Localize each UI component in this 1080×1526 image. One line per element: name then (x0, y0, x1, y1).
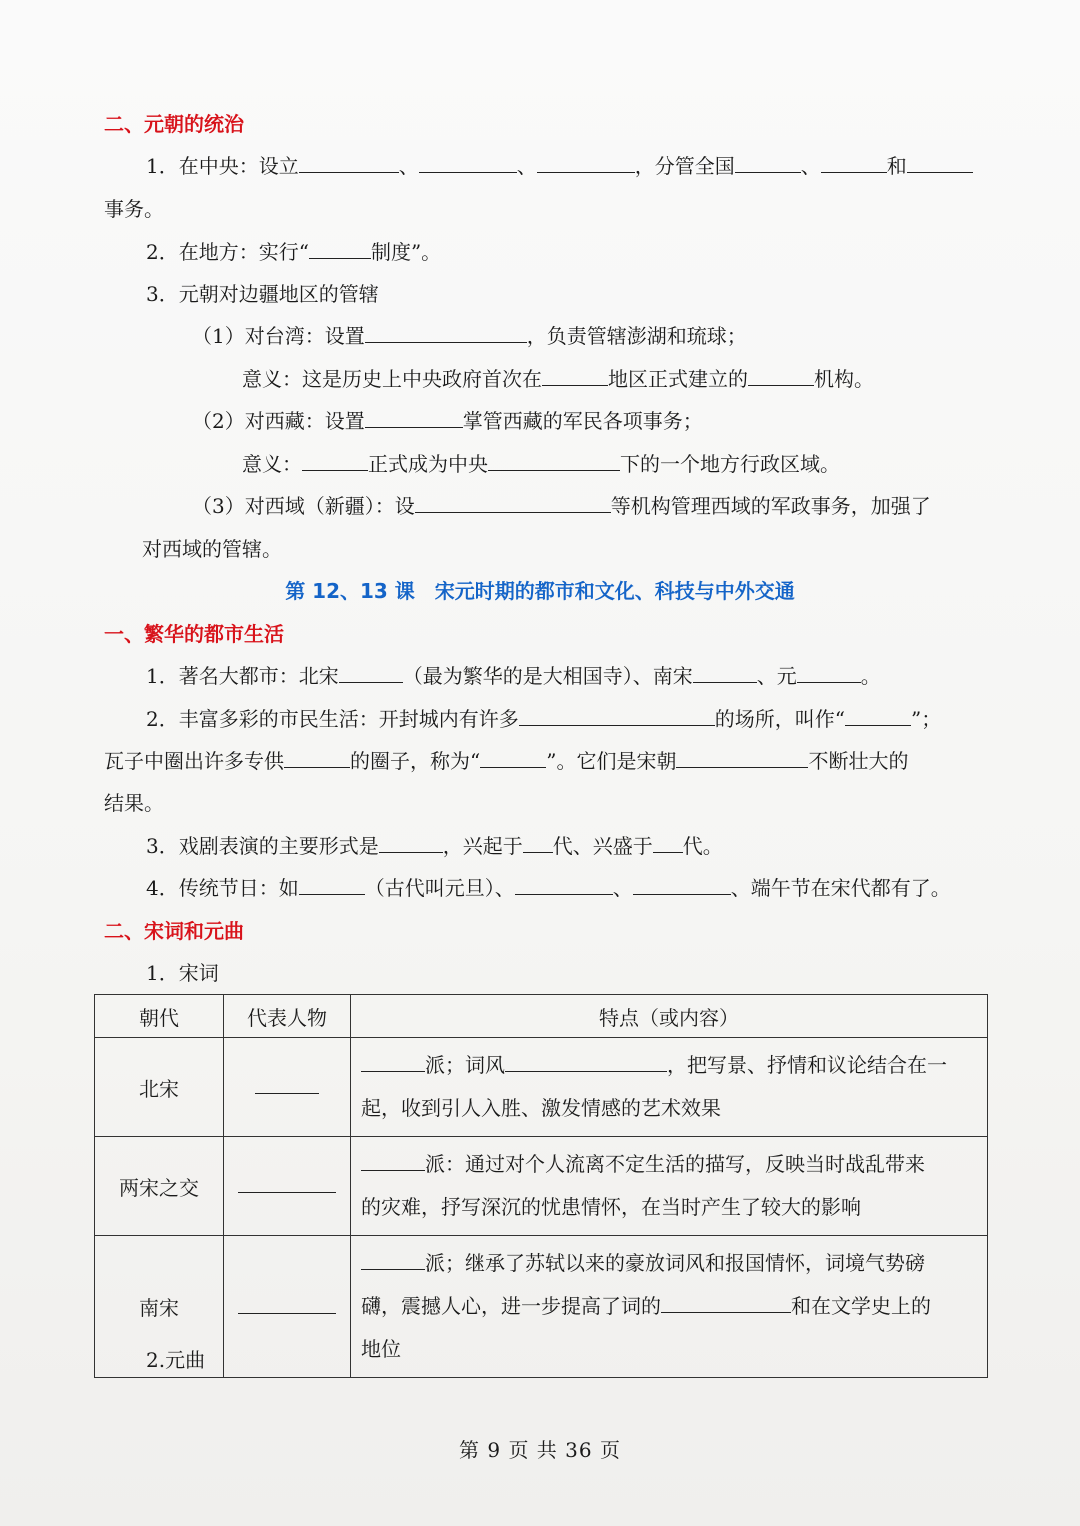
blank[interactable] (488, 452, 620, 471)
blank[interactable] (519, 707, 715, 726)
blank[interactable] (633, 876, 731, 895)
item-citizen-life: 2．丰富多彩的市民生活：开封城内有许多 的场所，叫作“ ”； (146, 707, 942, 731)
item-tibet-meaning: 意义： 正式成为中央 下的一个地方行政区域。 (242, 452, 840, 476)
blank[interactable] (797, 664, 861, 683)
item-frontier: 3．元朝对边疆地区的管辖 (146, 282, 379, 306)
blank[interactable] (735, 154, 801, 173)
blank[interactable] (284, 749, 350, 768)
item-festivals: 4．传统节日：如 （古代叫元旦）、 、 、端午节在宋代都有了。 (146, 876, 951, 900)
blank[interactable] (361, 1152, 425, 1171)
item-xiyu-cont: 对西域的管辖。 (142, 537, 282, 561)
dynasty-cell: 北宋 (95, 1038, 224, 1137)
feature-cell: 派；继承了苏轼以来的豪放词风和报国情怀，词境气势磅 礴，震撼人心，进一步提高了词的 和在文学史上的 地位 (351, 1236, 988, 1378)
blank[interactable] (299, 876, 365, 895)
representative-cell (224, 1236, 351, 1378)
item-citizen-life-end: 结果。 (104, 791, 164, 815)
item-taiwan-meaning: 意义：这是历史上中央政府首次在 地区正式建立的 机构。 (242, 367, 874, 391)
table-row (95, 1137, 988, 1236)
representative-cell (224, 1137, 351, 1236)
blank[interactable] (480, 749, 546, 768)
page-number: 第 9 页 共 36 页 (459, 1438, 621, 1462)
blank[interactable] (302, 452, 368, 471)
item-tibet: （2）对西藏：设置 掌管西藏的军民各项事务； (192, 409, 703, 433)
table-header: 特点（或内容） (351, 995, 988, 1038)
blank[interactable] (907, 154, 973, 173)
blank[interactable] (537, 154, 635, 173)
feature-cell: 派：通过对个人流离不定生活的描写，反映当时战乱带来 的灾难，抒写深沉的忧患情怀，在当时产生了较大的影响 (351, 1137, 988, 1236)
blank[interactable] (693, 664, 757, 683)
blank[interactable] (365, 409, 463, 428)
blank[interactable] (542, 367, 608, 386)
blank[interactable] (419, 154, 517, 173)
item-central-cont: 事务。 (104, 197, 164, 221)
feature-cell: 派；词风 ，把写景、抒情和议论结合在一 起，收到引人入胜、激发情感的艺术效果 (351, 1038, 988, 1137)
blank[interactable] (379, 834, 443, 853)
section-title-yuan-rule: 二、元朝的统治 (104, 112, 244, 136)
blank[interactable] (845, 707, 911, 726)
blank[interactable] (821, 154, 887, 173)
item-citizen-life-cont: 瓦子中圈出许多专供 的圈子，称为“ ”。它们是宋朝 不断壮大的 (104, 749, 909, 773)
section-title-ci-qu: 二、宋词和元曲 (104, 919, 244, 943)
item-songci: 1．宋词 (146, 961, 219, 985)
table-header-row (95, 995, 988, 1038)
table-header: 代表人物 (224, 995, 351, 1038)
blank[interactable] (299, 154, 399, 173)
blank[interactable] (238, 1174, 336, 1193)
table-row (95, 1236, 988, 1378)
blank[interactable] (361, 1053, 425, 1072)
dynasty-cell: 南宋 (95, 1236, 224, 1378)
blank[interactable] (676, 749, 808, 768)
section-title-city-life: 一、繁华的都市生活 (104, 622, 284, 646)
item-local: 2．在地方：实行“ 制度”。 (146, 240, 442, 264)
item-yuanqu: 2.元曲 (146, 1348, 206, 1372)
blank[interactable] (505, 1053, 667, 1072)
blank[interactable] (515, 876, 613, 895)
blank[interactable] (523, 834, 553, 853)
dynasty-cell: 两宋之交 (95, 1137, 224, 1236)
item-xiyu: （3）对西域（新疆）：设 等机构管理西域的军政事务，加强了 (192, 494, 931, 518)
item-taiwan: （1）对台湾：设置 ，负责管辖澎湖和琉球； (192, 324, 747, 348)
blank[interactable] (339, 664, 403, 683)
blank[interactable] (661, 1294, 791, 1313)
item-central: 1．在中央：设立 、 、 ，分管全国 、 和 (146, 154, 973, 178)
blank[interactable] (415, 494, 611, 513)
lesson-title: 第 12、13 课 宋元时期的都市和文化、科技与中外交通 (285, 579, 795, 603)
blank[interactable] (309, 240, 371, 259)
blank[interactable] (238, 1295, 336, 1314)
representative-cell (224, 1038, 351, 1137)
item-cities: 1．著名大都市：北宋 （最为繁华的是大相国寺）、南宋 、元 。 (146, 664, 881, 688)
table-row (95, 1038, 988, 1137)
blank[interactable] (361, 1251, 425, 1270)
blank[interactable] (653, 834, 683, 853)
blank[interactable] (255, 1075, 319, 1094)
blank[interactable] (748, 367, 814, 386)
item-drama: 3．戏剧表演的主要形式是 ，兴起于 代、兴盛于 代。 (146, 834, 723, 858)
blank[interactable] (365, 324, 527, 343)
table-header: 朝代 (95, 995, 224, 1038)
songci-table (94, 994, 988, 1378)
